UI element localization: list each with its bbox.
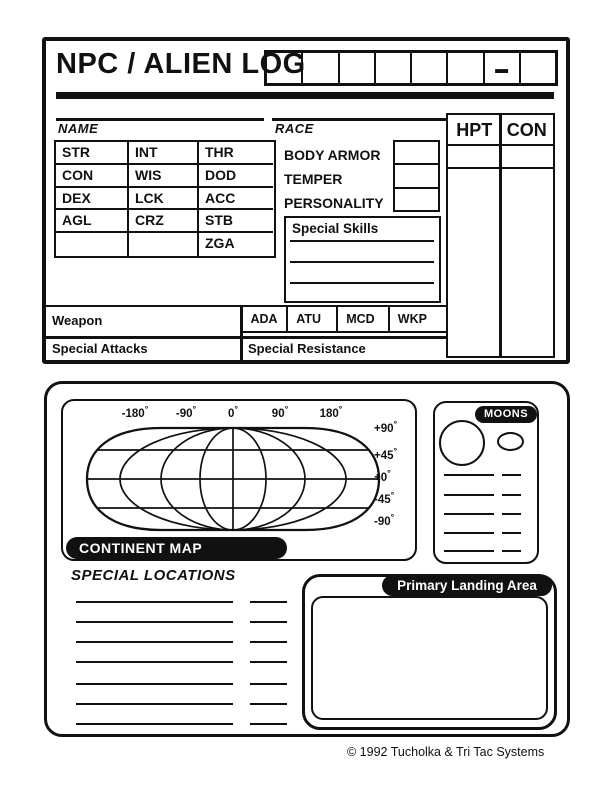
- weapon-label: Weapon: [52, 313, 103, 328]
- moons-box: [433, 401, 539, 564]
- stat-cell-wis[interactable]: WIS: [129, 165, 199, 188]
- stats-panel: [42, 37, 570, 364]
- header-box-1[interactable]: [267, 53, 301, 83]
- con-column-field[interactable]: [502, 169, 552, 355]
- atu-cell[interactable]: ATU: [288, 307, 338, 331]
- write-line[interactable]: [444, 513, 494, 515]
- con-label: CON: [506, 120, 547, 140]
- header-box-2[interactable]: [301, 53, 337, 83]
- latitude-label: +0°: [374, 468, 391, 484]
- header-box-7[interactable]: [483, 53, 519, 83]
- header-code-boxes: [264, 50, 558, 86]
- write-line[interactable]: [444, 494, 494, 496]
- special-locations-label: SPECIAL LOCATIONS: [71, 567, 236, 584]
- personality-label: PERSONALITY: [284, 195, 384, 211]
- stat-cell-crz[interactable]: CRZ: [129, 210, 199, 233]
- weapon-field[interactable]: [106, 309, 236, 333]
- stat-cell-lck[interactable]: LCK: [129, 188, 199, 211]
- stat-cell-str[interactable]: STR: [56, 142, 129, 165]
- stat-cell-acc[interactable]: ACC: [199, 188, 273, 211]
- write-line[interactable]: [290, 282, 434, 284]
- header-box-3[interactable]: [338, 53, 374, 83]
- dash-mark: ▬: [495, 60, 509, 76]
- primary-landing-field[interactable]: [311, 596, 548, 720]
- write-line[interactable]: [76, 601, 233, 603]
- moon-circle-large[interactable]: [439, 420, 485, 466]
- header-box-8[interactable]: [519, 53, 555, 83]
- personality-box[interactable]: [395, 187, 438, 210]
- write-line[interactable]: [250, 683, 287, 685]
- write-line[interactable]: [290, 240, 434, 242]
- mcd-cell[interactable]: MCD: [338, 307, 390, 331]
- special-attacks-field[interactable]: [161, 338, 236, 358]
- longitude-label: -90°: [175, 404, 197, 420]
- write-line[interactable]: [76, 703, 233, 705]
- race-field[interactable]: [324, 118, 444, 140]
- hpt-column-field[interactable]: [448, 169, 498, 355]
- stat-cell-blank-1[interactable]: [56, 233, 129, 256]
- longitude-label: 90°: [271, 404, 289, 420]
- stat-cell-dex[interactable]: DEX: [56, 188, 129, 211]
- stat-cell-thr[interactable]: THR: [199, 142, 273, 165]
- ada-cell[interactable]: ADA: [243, 307, 289, 331]
- latitude-label: -90°: [374, 512, 395, 528]
- weapon-stat-columns: [243, 307, 447, 333]
- write-line[interactable]: [502, 550, 521, 552]
- body-armor-box[interactable]: [395, 142, 438, 163]
- write-line[interactable]: [502, 513, 521, 515]
- page-title: NPC / ALIEN LOG: [56, 48, 306, 80]
- write-line[interactable]: [444, 474, 494, 476]
- longitude-label: -180°: [121, 404, 149, 420]
- latitude-label: +90°: [374, 419, 398, 435]
- wkp-cell[interactable]: WKP: [397, 312, 427, 326]
- graticule-lines: [87, 428, 379, 530]
- write-line[interactable]: [76, 661, 233, 663]
- write-line[interactable]: [502, 494, 521, 496]
- write-line[interactable]: [502, 532, 521, 534]
- stat-cell-int[interactable]: INT: [129, 142, 199, 165]
- write-line[interactable]: [502, 474, 521, 476]
- attribute-boxes: [393, 140, 440, 212]
- planet-projection-grid[interactable]: [63, 401, 414, 558]
- write-line[interactable]: [444, 532, 494, 534]
- write-line[interactable]: [76, 621, 233, 623]
- write-line[interactable]: [290, 261, 434, 263]
- latitude-label: -45°: [374, 490, 395, 506]
- hpt-con-header: [448, 115, 553, 146]
- name-label: NAME: [58, 121, 99, 136]
- copyright-text: © 1992 Tucholka & Tri Tac Systems: [347, 745, 545, 759]
- write-line[interactable]: [76, 683, 233, 685]
- write-line[interactable]: [444, 550, 494, 552]
- moons-title-pill: MOONS: [475, 406, 537, 423]
- write-line[interactable]: [250, 621, 287, 623]
- longitude-label: 0°: [227, 404, 238, 420]
- name-field[interactable]: [108, 118, 258, 140]
- header-box-4[interactable]: [374, 53, 410, 83]
- special-resistance-label: Special Resistance: [248, 341, 366, 356]
- continent-map-title-pill: CONTINENT MAP: [66, 537, 287, 559]
- special-resistance-field[interactable]: [376, 338, 444, 358]
- temper-box[interactable]: [395, 163, 438, 186]
- header-box-5[interactable]: [410, 53, 446, 83]
- stat-cell-stb[interactable]: STB: [199, 210, 273, 233]
- header-box-6[interactable]: [446, 53, 482, 83]
- special-attacks-label: Special Attacks: [52, 341, 148, 356]
- moon-circle-small[interactable]: [497, 432, 524, 451]
- write-line[interactable]: [250, 661, 287, 663]
- latitude-label: +45°: [374, 446, 398, 462]
- race-label: RACE: [275, 121, 314, 136]
- write-line[interactable]: [76, 641, 233, 643]
- temper-label: TEMPER: [284, 171, 343, 187]
- stat-cell-agl[interactable]: AGL: [56, 210, 129, 233]
- special-skills-label: Special Skills: [292, 221, 379, 236]
- stat-grid: [54, 140, 276, 258]
- weapon-block: [46, 305, 446, 358]
- stat-cell-zga[interactable]: ZGA: [205, 235, 235, 252]
- body-armor-label: BODY ARMOR: [284, 147, 381, 163]
- write-line[interactable]: [250, 601, 287, 603]
- write-line[interactable]: [250, 703, 287, 705]
- primary-landing-title-pill: Primary Landing Area: [382, 575, 552, 596]
- stat-cell-dod[interactable]: DOD: [199, 165, 273, 188]
- hpt-label: HPT: [456, 120, 493, 140]
- planet-panel: [44, 381, 570, 737]
- title-divider-rule: [56, 92, 554, 99]
- special-skills-box[interactable]: [284, 216, 441, 303]
- hpt-con-table: [446, 113, 555, 358]
- write-line[interactable]: [250, 641, 287, 643]
- stat-cell-blank-2[interactable]: [129, 233, 199, 256]
- write-line[interactable]: [250, 723, 287, 725]
- longitude-label: 180°: [319, 404, 343, 420]
- write-line[interactable]: [76, 723, 233, 725]
- stat-cell-con[interactable]: CON: [56, 165, 129, 188]
